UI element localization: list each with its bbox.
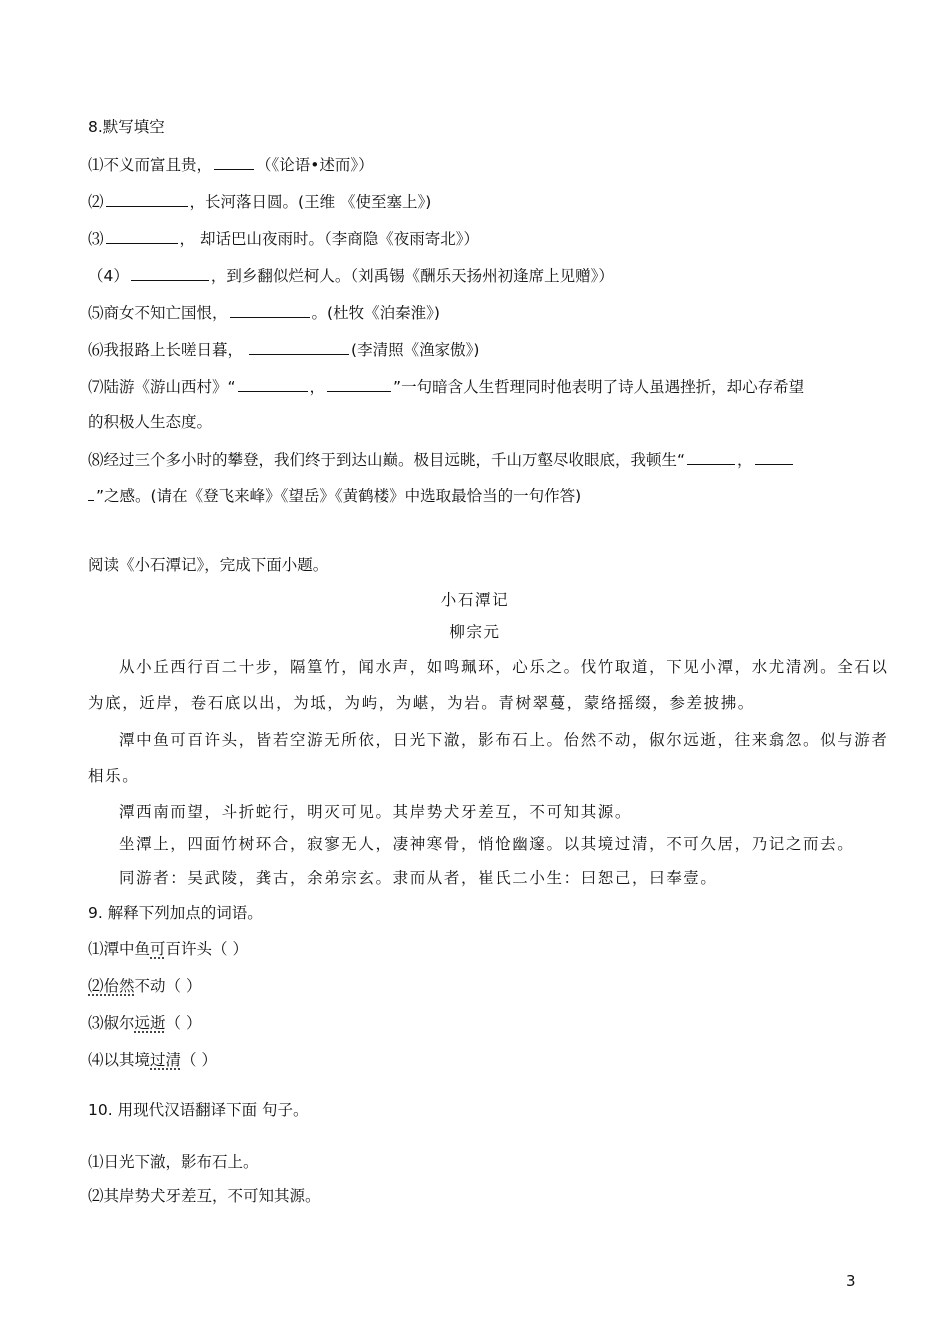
q8-item-8	[88, 449, 795, 470]
fill-blank[interactable]	[755, 449, 793, 465]
q9-item-3	[88, 1013, 201, 1033]
q8-item-7-text: ⑺陆游《游山西村》“	[88, 378, 236, 396]
emphasized-word: ⑵佁然	[88, 977, 135, 995]
passage-paragraph-4: 坐潭上，四面竹树环合，寂寥无人，凄神寒骨，悄怆幽邃。以其境过清，不可久居，乃记之而去。	[119, 835, 855, 853]
q8-item-2-text: ⑵	[88, 193, 104, 211]
q8-item-3	[88, 228, 479, 249]
fill-blank[interactable]	[106, 228, 178, 244]
q8-item-2	[88, 191, 431, 212]
q8-item-4-source: ，到乡翻似烂柯人。（刘禹锡《酬乐天扬州初逢席上见赠》）	[210, 267, 614, 285]
fill-blank[interactable]	[131, 265, 209, 281]
passage-paragraph-2-continued: 相乐。	[88, 767, 140, 785]
passage-title: 小石潭记	[440, 591, 510, 609]
passage-paragraph-5: 同游者：吴武陵，龚古，余弟宗玄。隶而从者，崔氏二小生：曰恕己，曰奉壹。	[119, 869, 718, 887]
fill-blank[interactable]	[687, 449, 735, 465]
q9-item-4-answer[interactable]: （ ）	[181, 1051, 217, 1069]
q8-item-1	[88, 154, 374, 175]
q9-item-2-answer[interactable]: 不动（ ）	[134, 977, 202, 995]
fill-blank[interactable]	[327, 376, 391, 392]
q8-item-8-instruction: ”之感。(请在《登飞来峰》《望岳》《黄鹤楼》中选取最恰当的一句作答)	[96, 487, 582, 505]
emphasized-word: 可	[150, 940, 166, 958]
q9-item-4	[88, 1050, 217, 1070]
q9-item-2	[88, 976, 201, 996]
q8-item-3-source: ， 却话巴山夜雨时。（李商隐《夜雨寄北》）	[179, 230, 479, 248]
fill-blank[interactable]	[106, 191, 188, 207]
q8-item-2-source: ，长河落日圆。(王维 《使至塞上》)	[189, 193, 432, 211]
q8-item-5-source: 。(杜牧《泊秦淮》)	[311, 304, 440, 322]
q8-item-5	[88, 302, 440, 323]
q9-item-4-text: ⑷以其境	[88, 1051, 151, 1069]
q8-item-7	[88, 376, 804, 397]
q9-title: 9. 解释下列加点的词语。	[88, 904, 263, 922]
q10-item-1: ⑴日光下澈，影布石上。	[88, 1153, 259, 1171]
reading-intro: 阅读《小石潭记》，完成下面小题。	[88, 556, 329, 574]
q8-item-1-source: （《论语•述而》）	[256, 156, 374, 174]
q8-item-8-sep: ，	[737, 451, 753, 469]
passage-paragraph-1-continued: 为底，近岸，卷石底以出，为坻，为屿，为嵁，为岩。青树翠蔓，蒙络摇缀，参差披拂。	[88, 694, 755, 712]
passage-author: 柳宗元	[449, 623, 501, 641]
q8-item-6-text: ⑹我报路上长嗟日暮，	[88, 341, 244, 359]
passage-paragraph-3: 潭西南而望，斗折蛇行，明灭可见。其岸势犬牙差互，不可知其源。	[119, 803, 633, 821]
q8-item-4	[88, 265, 614, 286]
fill-blank[interactable]	[88, 485, 94, 501]
q10-item-2: ⑵其岸势犬牙差互，不可知其源。	[88, 1187, 321, 1205]
q8-item-7-continued: 的积极人生态度。	[88, 413, 213, 431]
fill-blank[interactable]	[238, 376, 308, 392]
passage-paragraph-2: 潭中鱼可百许头，皆若空游无所依，日光下澈，影布石上。佁然不动，俶尔远逝，往来翕忽。似与游者	[119, 731, 889, 749]
emphasized-word: 过清	[150, 1051, 182, 1069]
q9-item-3-answer[interactable]: （ ）	[165, 1014, 202, 1032]
page-number: 3	[846, 1272, 856, 1290]
q8-title: 8.默写填空	[88, 118, 165, 136]
q9-item-1-text: ⑴潭中鱼	[88, 940, 151, 958]
q8-item-6	[88, 339, 479, 360]
q8-item-7-sep: ，	[309, 378, 326, 396]
q8-item-3-text: ⑶	[88, 230, 104, 248]
q10-title: 10. 用现代汉语翻译下面 句子。	[88, 1101, 309, 1119]
q8-item-4-text: （4）	[88, 267, 129, 285]
fill-blank[interactable]	[230, 302, 310, 318]
fill-blank[interactable]	[214, 154, 254, 170]
q8-item-7-rest: ”一句暗含人生哲理同时他表明了诗人虽遇挫折，却心存希望	[393, 378, 805, 396]
q9-item-1	[88, 939, 248, 959]
q9-item-3-text: ⑶俶尔	[88, 1014, 135, 1032]
q8-item-8-continued	[88, 485, 581, 506]
q8-item-6-source: (李清照《渔家傲》)	[351, 341, 480, 359]
passage-paragraph-1: 从小丘西行百二十步，隔篁竹，闻水声，如鸣珮环，心乐之。伐竹取道，下见小潭，水尤清冽。全石以	[119, 658, 889, 676]
q8-item-1-text: ⑴不义而富且贵，	[88, 156, 213, 174]
emphasized-word: 远逝	[134, 1014, 166, 1032]
q8-item-8-text: ⑻经过三个多小时的攀登，我们终于到达山巅。极目远眺，千山万壑尽收眼底，我顿生“	[88, 451, 686, 469]
q8-item-5-text: ⑸商女不知亡国恨，	[88, 304, 228, 322]
fill-blank[interactable]	[249, 339, 349, 355]
q9-item-1-answer[interactable]: 百许头（ ）	[165, 940, 248, 958]
